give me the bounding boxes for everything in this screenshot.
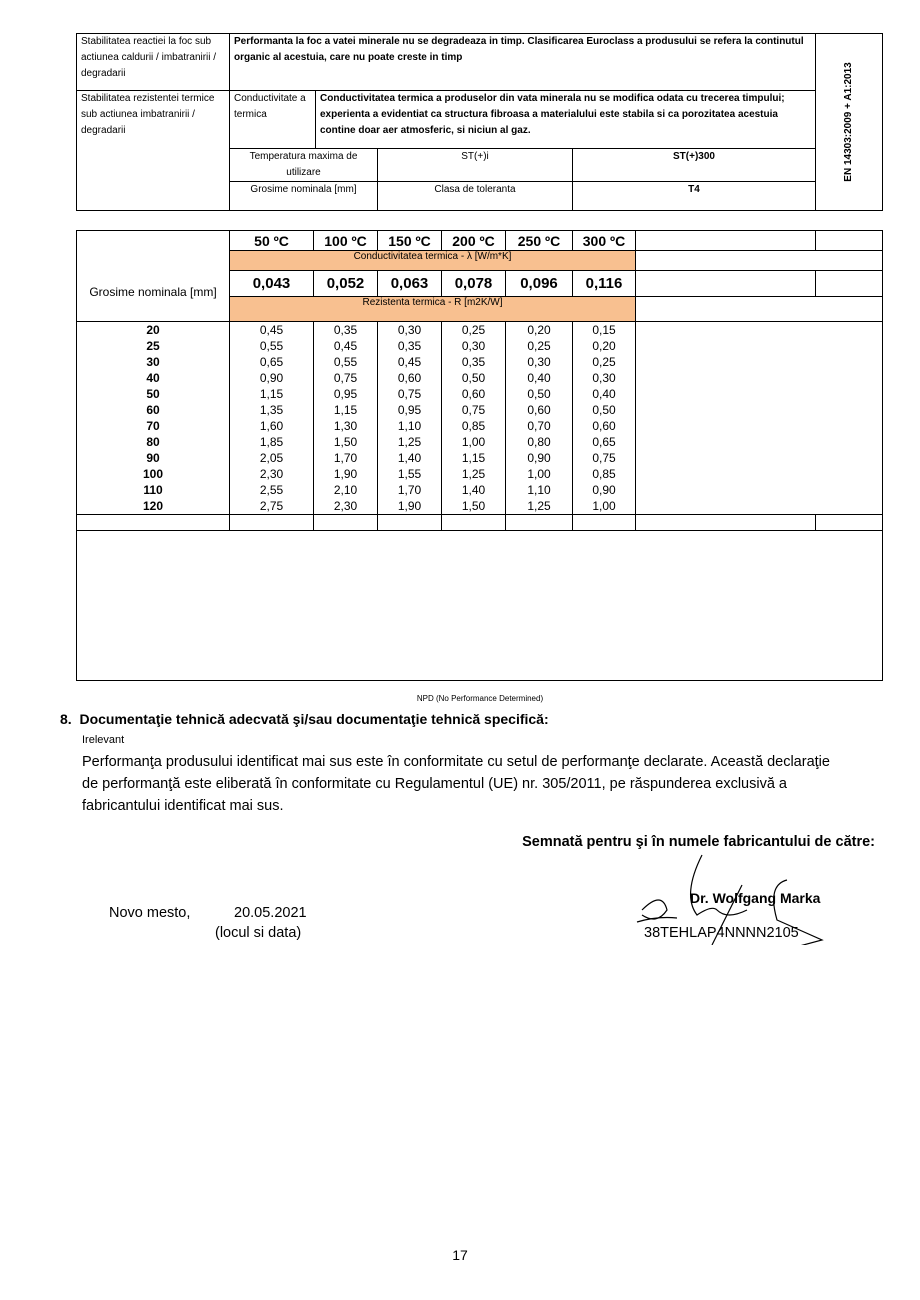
empty-cell [636, 370, 816, 386]
thermal-stability-label: Stabilitatea rezistentei termice sub actiunea imbatranirii / degradarii [77, 91, 230, 211]
empty-cell [636, 386, 816, 402]
irrelevant-text: Irelevant [82, 734, 125, 746]
npd-footnote: NPD (No Performance Determined) [416, 694, 544, 703]
empty-cell [816, 370, 883, 386]
resistance-value: 0,45 [230, 322, 314, 339]
resistance-value: 0,85 [573, 466, 636, 482]
empty-cell [636, 297, 883, 322]
empty-cell [77, 531, 883, 681]
thickness-cell: 30 [77, 354, 230, 370]
empty-cell [636, 271, 816, 297]
resistance-value: 0,30 [442, 338, 506, 354]
empty-cell [636, 466, 816, 482]
table-row [77, 370, 883, 386]
table-row [77, 386, 883, 402]
table-row [77, 482, 883, 498]
resistance-value: 1,10 [378, 418, 442, 434]
resistance-value: 1,00 [506, 466, 573, 482]
resistance-value: 0,40 [573, 386, 636, 402]
table-row [77, 418, 883, 434]
empty-row [77, 515, 883, 531]
resistance-value: 1,40 [442, 482, 506, 498]
resistance-value: 0,20 [573, 338, 636, 354]
empty-cell [816, 498, 883, 515]
resistance-value: 1,50 [442, 498, 506, 515]
document-code: 38TEHLAP4NNNN2105 [644, 925, 799, 941]
signature-heading: Semnată pentru şi în numele fabricantului de către: [522, 834, 875, 850]
table-row [77, 338, 883, 354]
empty-cell [636, 338, 816, 354]
section-8-heading [60, 711, 549, 727]
resistance-value: 2,10 [314, 482, 378, 498]
resistance-value: 0,60 [378, 370, 442, 386]
resistance-value: 0,55 [314, 354, 378, 370]
empty-cell [816, 482, 883, 498]
resistance-value: 1,00 [573, 498, 636, 515]
table-row [77, 402, 883, 418]
resistance-value: 2,30 [230, 466, 314, 482]
resistance-value: 0,30 [506, 354, 573, 370]
resistance-value: 1,40 [378, 450, 442, 466]
conformity-paragraph: Performanţa produsului identificat mai sus este în conformitate cu setul de performanţe declarate. Această declaraţie de performanţă este eliberată în conformitate cu Regulamentul (UE) nr. 305/2011, pe răspunderea exclusivă a fabricantului identificat mai sus. [82, 754, 830, 814]
resistance-value: 0,25 [506, 338, 573, 354]
empty-cell [816, 402, 883, 418]
resistance-value: 0,90 [573, 482, 636, 498]
resistance-value: 0,50 [442, 370, 506, 386]
resistance-value: 0,75 [378, 386, 442, 402]
resistance-value: 0,55 [230, 338, 314, 354]
resistance-value: 0,35 [378, 338, 442, 354]
resistance-value: 0,45 [314, 338, 378, 354]
temp-value: ST(+)300 [573, 149, 816, 182]
conductivity-text: Conductivitatea termica a produselor din vata minerala nu se modifica odata cu trecerea timpului; experienta a evidentiat ca structura fibroasa a materialului este stabila si ca porozitatea acestuia contine doar aer atmosferic, si niciun al gaz. [316, 91, 816, 149]
empty-cell [573, 515, 636, 531]
table-row [77, 434, 883, 450]
fire-stability-label: Stabilitatea reactiei la foc sub actiunea caldurii / imbatranirii / degradarii [77, 34, 230, 91]
empty-cell [816, 434, 883, 450]
date: 20.05.2021 [234, 905, 307, 921]
conductivity-value: 0,052 [314, 271, 378, 297]
resistance-value: 0,50 [506, 386, 573, 402]
thickness-cell: 60 [77, 402, 230, 418]
resistance-value: 1,10 [506, 482, 573, 498]
empty-cell [816, 338, 883, 354]
resistance-value: 1,35 [230, 402, 314, 418]
empty-cell [636, 482, 816, 498]
resistance-value: 0,40 [506, 370, 573, 386]
thickness-cell: 40 [77, 370, 230, 386]
place: Novo mesto, [109, 905, 191, 921]
temperature-header: 100 ºC [314, 231, 378, 251]
conductivity-value: 0,078 [442, 271, 506, 297]
resistance-value: 2,30 [314, 498, 378, 515]
resistance-value: 0,35 [442, 354, 506, 370]
fire-stability-text: Performanta la foc a vatei minerale nu se degradeaza in timp. Clasificarea Euroclass a produsului se refera la continutul organic al acestuia, care nu poate creste in timp [230, 34, 816, 91]
thickness-class: Clasa de toleranta [378, 182, 573, 211]
resistance-value: 0,70 [506, 418, 573, 434]
resistance-value: 0,65 [573, 434, 636, 450]
conductivity-label: Conductivitatea termica - λ [W/m*K] [230, 251, 636, 271]
thickness-cell: 80 [77, 434, 230, 450]
resistance-value: 1,60 [230, 418, 314, 434]
empty-cell [816, 231, 883, 251]
resistance-value: 1,15 [442, 450, 506, 466]
resistance-value: 0,85 [442, 418, 506, 434]
table-row [77, 354, 883, 370]
resistance-value: 0,50 [573, 402, 636, 418]
empty-cell [816, 466, 883, 482]
thermal-resistance-table [76, 230, 883, 681]
standard-label: EN 14303:2009 + A1:2013 [843, 62, 855, 182]
resistance-value: 1,15 [314, 402, 378, 418]
resistance-value: 1,85 [230, 434, 314, 450]
conductivity-value: 0,096 [506, 271, 573, 297]
empty-cell [816, 450, 883, 466]
resistance-value: 0,25 [442, 322, 506, 339]
resistance-value: 2,05 [230, 450, 314, 466]
empty-cell [314, 515, 378, 531]
temp-label: Temperatura maxima de utilizare [230, 149, 378, 182]
thickness-label: Grosime nominala [mm] [230, 182, 378, 211]
resistance-value: 0,95 [378, 402, 442, 418]
resistance-value: 0,90 [506, 450, 573, 466]
resistance-value: 0,65 [230, 354, 314, 370]
thickness-cell: 110 [77, 482, 230, 498]
resistance-value: 1,30 [314, 418, 378, 434]
thickness-header: Grosime nominala [mm] [77, 231, 230, 322]
resistance-value: 0,80 [506, 434, 573, 450]
resistance-value: 0,75 [314, 370, 378, 386]
empty-cell [636, 434, 816, 450]
thickness-cell: 50 [77, 386, 230, 402]
resistance-value: 0,45 [378, 354, 442, 370]
temperature-header: 300 ºC [573, 231, 636, 251]
empty-cell [816, 515, 883, 531]
thickness-cell: 25 [77, 338, 230, 354]
conductivity-value: 0,116 [573, 271, 636, 297]
resistance-value: 0,15 [573, 322, 636, 339]
empty-cell [816, 354, 883, 370]
resistance-value: 0,25 [573, 354, 636, 370]
page-number: 17 [452, 1247, 468, 1263]
standard-cell [816, 34, 883, 211]
resistance-value: 0,95 [314, 386, 378, 402]
empty-cell [816, 386, 883, 402]
empty-cell [636, 515, 816, 531]
conductivity-value: 0,043 [230, 271, 314, 297]
resistance-value: 0,35 [314, 322, 378, 339]
empty-cell [636, 450, 816, 466]
temperature-header: 250 ºC [506, 231, 573, 251]
resistance-value: 1,15 [230, 386, 314, 402]
resistance-value: 1,50 [314, 434, 378, 450]
empty-cell [816, 271, 883, 297]
resistance-value: 0,60 [442, 386, 506, 402]
thickness-cell: 90 [77, 450, 230, 466]
resistance-value: 1,90 [378, 498, 442, 515]
empty-cell [77, 515, 230, 531]
temperature-header: 50 ºC [230, 231, 314, 251]
resistance-value: 0,90 [230, 370, 314, 386]
signatory-name: Dr. Wolfgang Marka [690, 890, 821, 906]
empty-cell [636, 498, 816, 515]
empty-cell [816, 322, 883, 339]
resistance-label: Rezistenta termica - R [m2K/W] [230, 297, 636, 322]
empty-cell [636, 322, 816, 339]
resistance-value: 1,25 [378, 434, 442, 450]
resistance-value: 2,55 [230, 482, 314, 498]
thickness-cell: 70 [77, 418, 230, 434]
empty-cell [636, 354, 816, 370]
resistance-value: 1,25 [442, 466, 506, 482]
resistance-value: 1,70 [378, 482, 442, 498]
empty-cell [230, 515, 314, 531]
section-title: Documentaţie tehnică adecvată şi/sau documentaţie tehnică specifică: [79, 711, 549, 727]
empty-cell [636, 231, 816, 251]
blank-area-row [77, 531, 883, 681]
resistance-value: 0,30 [378, 322, 442, 339]
temperature-header-row [77, 231, 883, 251]
resistance-value: 0,60 [506, 402, 573, 418]
resistance-value: 1,55 [378, 466, 442, 482]
resistance-value: 1,70 [314, 450, 378, 466]
empty-cell [636, 418, 816, 434]
table-row [77, 466, 883, 482]
section-number: 8. [60, 711, 72, 727]
table-row [77, 450, 883, 466]
resistance-value: 0,60 [573, 418, 636, 434]
stability-table [76, 33, 883, 211]
resistance-value: 2,75 [230, 498, 314, 515]
thickness-cell: 100 [77, 466, 230, 482]
resistance-value: 0,20 [506, 322, 573, 339]
empty-cell [506, 515, 573, 531]
empty-cell [816, 418, 883, 434]
table-row [77, 498, 883, 515]
resistance-value: 0,30 [573, 370, 636, 386]
temperature-header: 150 ºC [378, 231, 442, 251]
empty-cell [442, 515, 506, 531]
place-date-label: (locul si data) [215, 925, 302, 941]
conductivity-value: 0,063 [378, 271, 442, 297]
empty-cell [378, 515, 442, 531]
thickness-value: T4 [573, 182, 816, 211]
resistance-value: 0,75 [573, 450, 636, 466]
empty-cell [636, 402, 816, 418]
empty-cell [636, 251, 883, 271]
temp-class: ST(+)i [378, 149, 573, 182]
resistance-value: 1,90 [314, 466, 378, 482]
thickness-cell: 120 [77, 498, 230, 515]
temperature-header: 200 ºC [442, 231, 506, 251]
thickness-cell: 20 [77, 322, 230, 339]
resistance-value: 1,00 [442, 434, 506, 450]
resistance-value: 0,75 [442, 402, 506, 418]
table-row [77, 322, 883, 339]
resistance-value: 1,25 [506, 498, 573, 515]
conductivity-sublabel: Conductivitate a termica [230, 91, 316, 149]
